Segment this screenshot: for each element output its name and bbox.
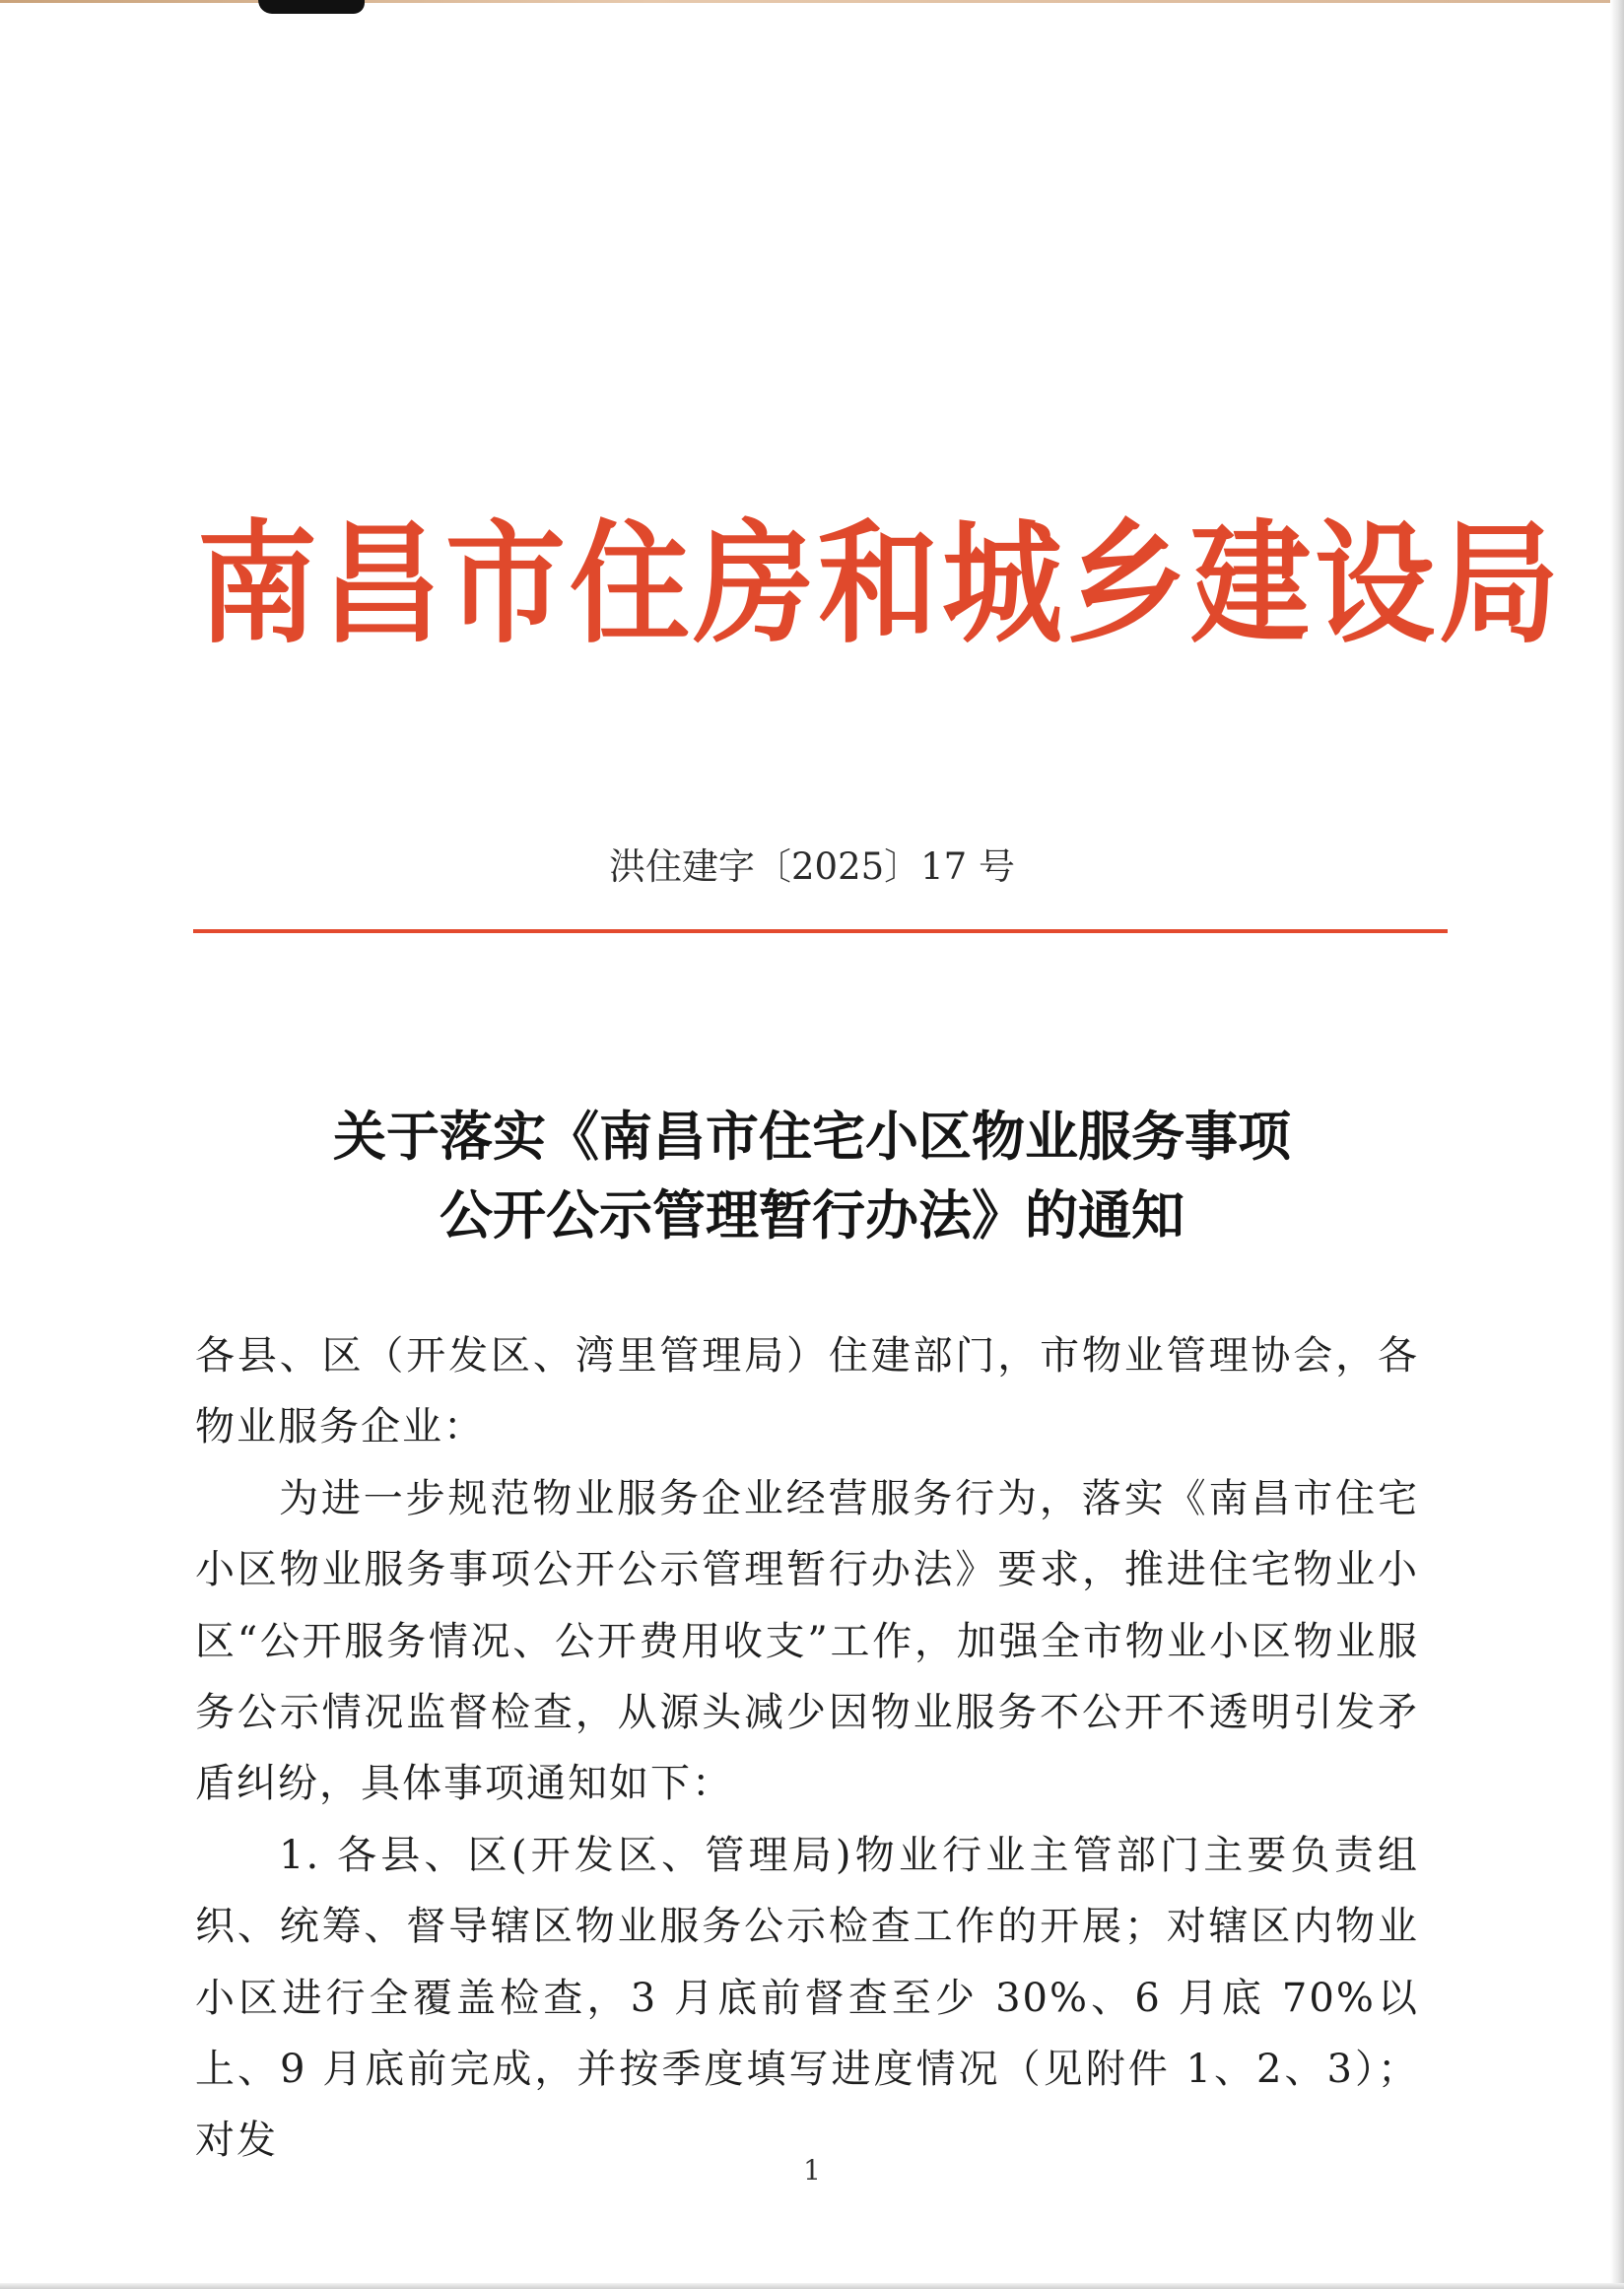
body-paragraph-intro: 为进一步规范物业服务企业经营服务行为，落实《南昌市住宅小区物业服务事项公开公示管理暂行办法》要求，推进住宅物业小区“公开服务情况、公开费用收支”工作，加强全市物业小区物业服务公示情况监督检查，从源头减少因物业服务不公开不透明引发矛盾纠纷，具体事项通知如下： [195, 1475, 1419, 1807]
scan-edge-top [0, 0, 1624, 3]
document-body [195, 1320, 1419, 2177]
scan-edge-bottom [0, 2283, 1624, 2289]
addressee: 各县、区（开发区、湾里管理局）住建部门，市物业管理协会，各物业服务企业： [195, 1333, 1419, 1450]
red-divider-line [193, 929, 1448, 933]
issuing-agency-heading: 南昌市住房和城乡建设局 [197, 506, 1563, 662]
document-title-line-1: 关于落实《南昌市住宅小区物业服务事项 [333, 1105, 1291, 1168]
scan-mark [258, 0, 365, 14]
document-number: 洪住建字〔2025〕17 号 [608, 845, 1015, 888]
body-paragraph-item-1: 1. 各县、区(开发区、管理局)物业行业主管部门主要负责组织、统筹、督导辖区物业服务公示检查工作的开展；对辖区内物业小区进行全覆盖检查，3 月底前督查至少 30%、6 月底 70%以上、9 月底前完成，并按季度填写进度情况（见附件 1、2、3）；对发 [195, 1832, 1419, 2164]
page-number: 1 [803, 2154, 821, 2187]
document-title-line-2: 公开公示管理暂行办法》的通知 [440, 1183, 1184, 1246]
